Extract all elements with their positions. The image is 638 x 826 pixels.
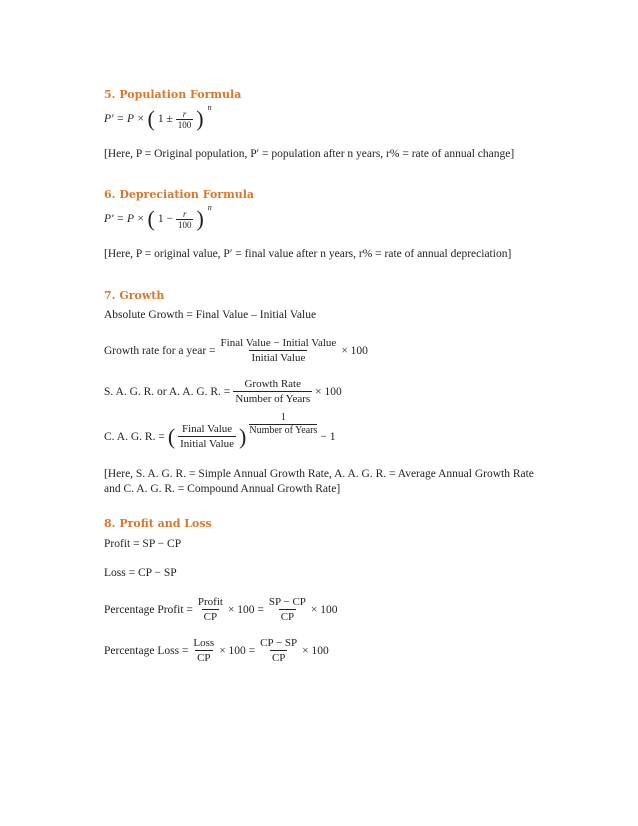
fraction-numerator: Growth Rate: [244, 378, 301, 390]
times-100-equals: × 100 =: [227, 603, 264, 616]
growth-note-line2: and C. A. G. R. = Compound Annual Growth Rate]: [104, 483, 341, 495]
growth-rate-fraction: [219, 336, 339, 365]
cagr-exponent: [249, 412, 317, 437]
sagr-formula: [104, 377, 342, 406]
fraction-numerator: Final Value − Initial Value: [220, 337, 337, 349]
open-paren: (: [167, 423, 176, 449]
fraction-denominator: Initial Value: [251, 352, 306, 364]
growth-heading: 7. Growth: [104, 289, 165, 302]
fraction-denominator: CP: [280, 611, 295, 623]
fraction-denominator: CP: [271, 652, 286, 664]
population-formula-heading: 5. Population Formula: [104, 88, 242, 101]
percentage-profit-label: Percentage Profit =: [104, 603, 193, 616]
fraction-numerator: SP − CP: [268, 596, 306, 608]
sagr-label: S. A. G. R. or A. A. G. R. =: [104, 385, 231, 398]
fraction-numerator: r: [182, 208, 187, 219]
population-exponent: n: [207, 102, 212, 112]
depreciation-exponent: n: [207, 202, 212, 212]
depreciation-note: [Here, P = original value, P′ = final value after n years, r% = rate of annual depreciation]: [104, 248, 512, 260]
population-fraction: [176, 109, 194, 130]
population-note: [Here, P = Original population, P′ = population after n years, r% = rate of annual change]: [104, 148, 515, 160]
population-formula: [104, 102, 212, 131]
depreciation-one: 1 −: [157, 213, 173, 225]
fraction-numerator: Loss: [193, 637, 215, 649]
times-100: × 100: [302, 644, 329, 657]
depreciation-fraction: [176, 209, 194, 230]
exponent-denominator: Number of Years: [249, 425, 318, 436]
profit-loss-heading: 8. Profit and Loss: [104, 517, 212, 530]
cp-sp-fraction: [258, 636, 299, 665]
close-paren: ): [196, 106, 204, 131]
cagr-fraction: [178, 422, 236, 451]
times-100: × 100: [310, 603, 338, 616]
fraction-denominator: Initial Value: [180, 438, 235, 450]
population-lhs: P′ = P ×: [104, 113, 145, 125]
loss-formula: Loss = CP − SP: [104, 567, 177, 579]
fraction-denominator: 100: [177, 119, 192, 130]
close-paren: ): [239, 423, 247, 449]
open-paren: (: [147, 206, 155, 231]
percentage-profit-formula: [104, 595, 338, 624]
fraction-numerator: Final Value: [181, 423, 233, 435]
fraction-denominator: CP: [197, 652, 211, 664]
loss-fraction: [191, 636, 216, 665]
profit-formula: Profit = SP − CP: [104, 538, 182, 550]
fraction-numerator: Profit: [197, 596, 223, 608]
fraction-denominator: 100: [177, 219, 192, 230]
fraction-numerator: CP − SP: [260, 637, 298, 649]
times-100: × 100: [341, 344, 368, 357]
cagr-formula: [104, 412, 336, 451]
growth-rate-formula: [104, 336, 368, 365]
growth-rate-label: Growth rate for a year =: [104, 344, 216, 357]
absolute-growth: Absolute Growth = Final Value – Initial Value: [104, 309, 317, 321]
close-paren: ): [196, 206, 204, 231]
percentage-loss-label: Percentage Loss =: [104, 644, 189, 657]
fraction-denominator: CP: [203, 611, 218, 623]
sp-cp-fraction: [267, 595, 308, 624]
cagr-label: C. A. G. R. =: [104, 430, 165, 443]
open-paren: (: [147, 106, 155, 131]
growth-note-line1: [Here, S. A. G. R. = Simple Annual Growth Rate, A. A. G. R. = Average Annual Growth Rate: [104, 468, 534, 480]
depreciation-lhs: P′ = P ×: [104, 213, 145, 225]
depreciation-formula: [104, 202, 212, 231]
fraction-denominator: Number of Years: [235, 393, 311, 405]
population-one: 1 ±: [157, 113, 173, 125]
depreciation-formula-heading: 6. Depreciation Formula: [104, 188, 255, 201]
times-100: × 100: [315, 385, 342, 398]
fraction-numerator: r: [182, 108, 187, 119]
exponent-numerator: 1: [280, 412, 286, 423]
times-100-equals: × 100 =: [219, 644, 256, 657]
profit-fraction: [196, 595, 225, 624]
percentage-loss-formula: [104, 636, 329, 665]
sagr-fraction: [233, 377, 312, 406]
cagr-minus-one: − 1: [320, 430, 336, 443]
